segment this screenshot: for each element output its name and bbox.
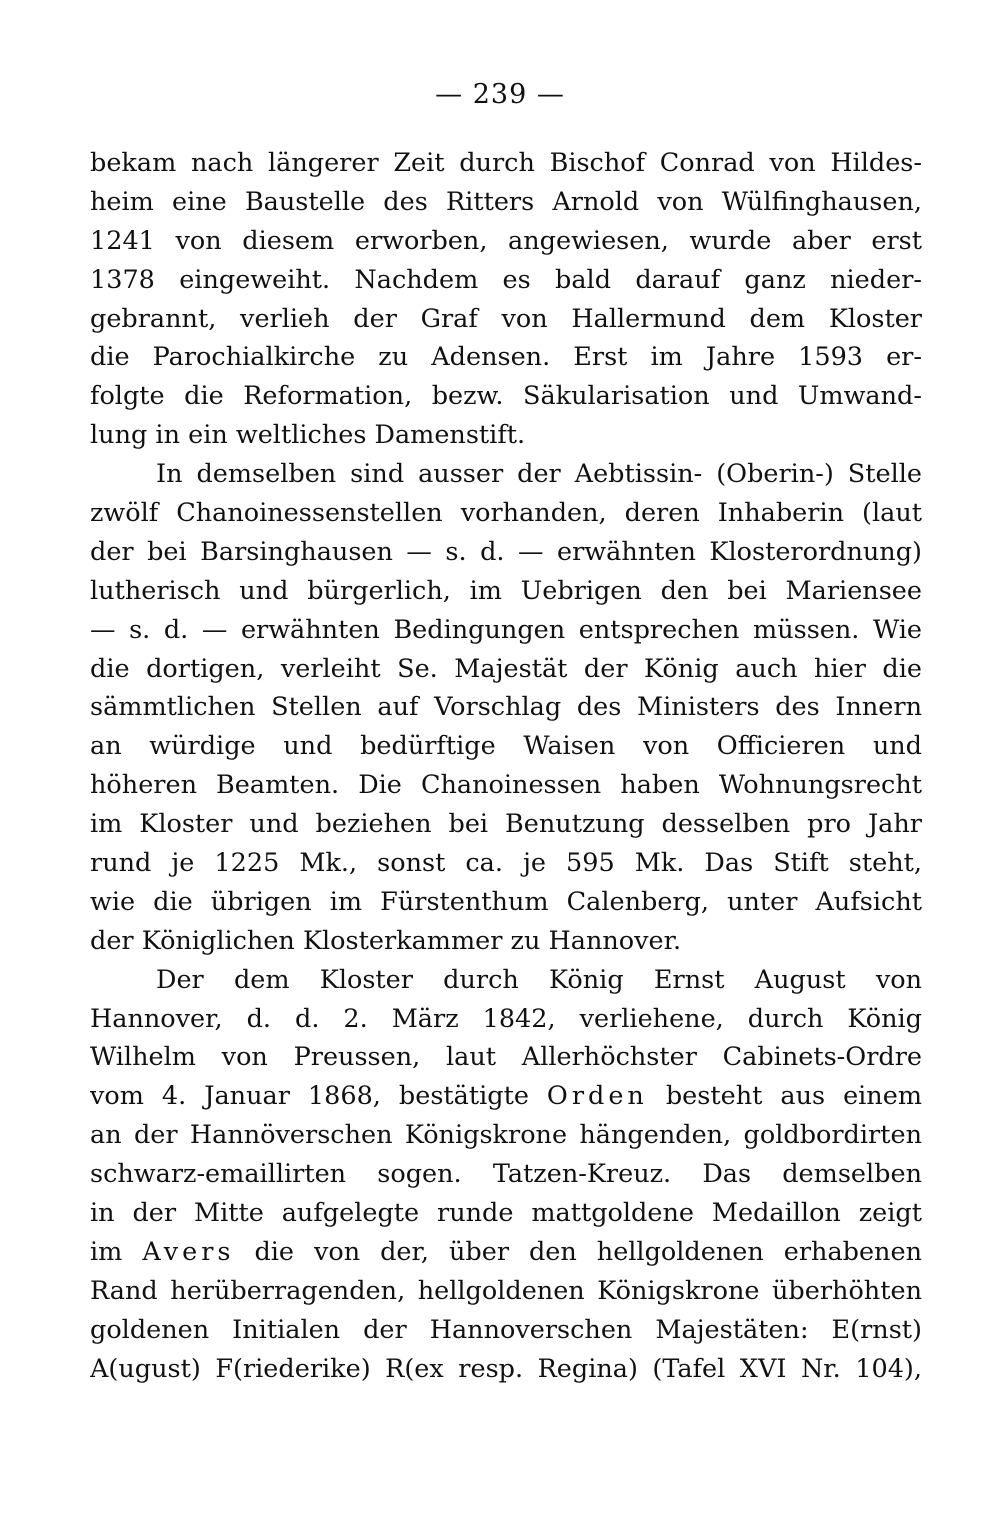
text-line: in der Mitte aufgelegte runde mattgoldene Medaillon zeigt [90, 1198, 922, 1229]
text-line: lutherisch und bürgerlich, im Uebrigen den bei Mariensee [90, 575, 922, 606]
text-line: 1241 von diesem erworben, angewiesen, wurde aber erst [90, 225, 922, 256]
text-line: die Parochialkirche zu Adensen. Erst im Jahre 1593 er- [90, 342, 922, 373]
text-line [90, 1233, 922, 1272]
text-line: bekam nach längerer Zeit durch Bischof Conrad von Hildes- [90, 148, 922, 178]
paragraph-start-line: Der dem Kloster durch König Ernst August von [156, 964, 922, 995]
body-text [90, 144, 922, 1389]
paragraph-end-line: lung in ein weltliches Damenstift. [90, 420, 526, 451]
text-line: — s. d. — erwähnten Bedingungen entsprechen müssen. Wie [90, 614, 922, 645]
text-line: rund je 1225 Mk., sonst ca. je 595 Mk. Das Stift steht, [90, 848, 922, 879]
text-segment: im [90, 1236, 123, 1267]
text-line: der bei Barsinghausen — s. d. — erwähnten Klosterordnung) [90, 536, 922, 567]
text-line: zwölf Chanoinessenstellen vorhanden, deren Inhaberin (laut [90, 498, 922, 529]
text-line: an der Hannöverschen Königskrone hängenden, goldbordirten [90, 1120, 922, 1151]
paragraph-start-line: In demselben sind ausser der Aebtissin- (Oberin-) Stelle [156, 459, 922, 490]
text-line: wie die übrigen im Fürstenthum Calenberg, unter Aufsicht [90, 886, 922, 917]
text-line: goldenen Initialen der Hannoverschen Majestäten: E(rnst) [90, 1314, 922, 1345]
page-number: — 239 — [435, 79, 565, 110]
spaced-emphasis-word: Orden [546, 1081, 648, 1112]
text-line: folgte die Reformation, bezw. Säkularisation und Umwand- [90, 381, 922, 412]
text-line: gebrannt, verlieh der Graf von Hallermund dem Kloster [90, 303, 922, 334]
text-line: höheren Beamten. Die Chanoinessen haben Wohnungsrecht [90, 770, 922, 801]
text-line: 1378 eingeweiht. Nachdem es bald darauf ganz nieder- [90, 264, 922, 295]
text-line: Wilhelm von Preussen, laut Allerhöchster Cabinets-Ordre [90, 1042, 922, 1073]
text-segment: besteht aus einem [665, 1081, 922, 1112]
text-line: Hannover, d. d. 2. März 1842, verliehene, durch König [90, 1003, 922, 1034]
text-line: die dortigen, verleiht Se. Majestät der König auch hier die [90, 653, 922, 684]
text-segment: vom 4. Januar 1868, bestätigte [90, 1081, 529, 1112]
spaced-emphasis-word: Avers [142, 1236, 235, 1267]
text-line: an würdige und bedürftige Waisen von Officieren und [90, 731, 922, 762]
text-line: sämmtlichen Stellen auf Vorschlag des Ministers des Innern [90, 692, 922, 723]
paragraph-end-line: der Königlichen Klosterkammer zu Hannover. [90, 925, 682, 956]
text-line: A(ugust) F(riederike) R(ex resp. Regina) (Tafel XVI Nr. 104), [90, 1353, 922, 1384]
text-line: im Kloster und beziehen bei Benutzung desselben pro Jahr [90, 809, 922, 840]
text-line: heim eine Baustelle des Ritters Arnold von Wülfinghausen, [90, 186, 922, 217]
text-line: schwarz-emaillirten sogen. Tatzen-Kreuz. Das demselben [90, 1159, 922, 1190]
text-line: Rand herüberragenden, hellgoldenen Königskrone überhöhten [90, 1275, 922, 1306]
text-line [90, 1077, 922, 1116]
text-segment: die von der, über den hellgoldenen erhabenen [254, 1236, 922, 1267]
